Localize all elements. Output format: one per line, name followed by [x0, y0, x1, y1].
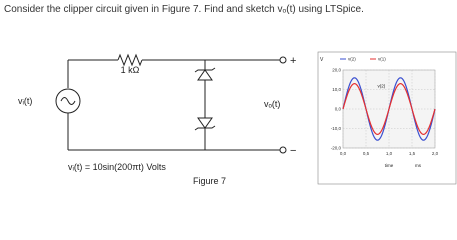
y-tick-label: -20,0: [330, 145, 341, 151]
zener-diode-bottom-icon: [198, 118, 212, 128]
x-tick-label: 1,5: [408, 151, 416, 156]
resistor-label: 1 kΩ: [120, 65, 140, 75]
figure-caption: Figure 7: [193, 176, 227, 186]
source-label: vᵢ(t): [18, 96, 33, 106]
x-tick-label: 2,0: [431, 151, 439, 156]
question-text: Consider the clipper circuit given in Figure 7. Find and sketch vₒ(t) using LTSpice.: [4, 4, 364, 15]
circuit-diagram: [56, 55, 286, 153]
output-label: vₒ(t): [264, 99, 281, 109]
x-unit-label: ms: [415, 163, 421, 168]
y-tick-label: 10,0: [332, 87, 341, 92]
minus-label: −: [290, 145, 297, 157]
x-tick-label: 0,0: [339, 151, 347, 156]
x-tick-label: 1,0: [385, 151, 393, 156]
x-tick-label: 0,5: [362, 151, 370, 156]
zener-diode-top-icon: [198, 70, 212, 80]
x-axis-label: time: [384, 163, 394, 168]
y-tick-label: -10,0: [330, 126, 341, 131]
resistor-icon: [118, 55, 142, 65]
legend-label: v(2): [348, 56, 356, 62]
output-terminal-bottom: [280, 147, 286, 153]
legend-label: v(1): [378, 56, 386, 62]
y-tick-label: 20,0: [332, 67, 341, 73]
source-equation: vᵢ(t) = 10sin(200πt) Volts: [68, 162, 166, 172]
chart-annotation: v(2): [377, 83, 386, 89]
ltspice-chart: [318, 52, 456, 184]
plus-label: +: [290, 55, 297, 67]
output-terminal-top: [280, 57, 286, 63]
y-tick-label: 0,0: [334, 106, 341, 112]
y-unit-label: V: [320, 57, 324, 63]
